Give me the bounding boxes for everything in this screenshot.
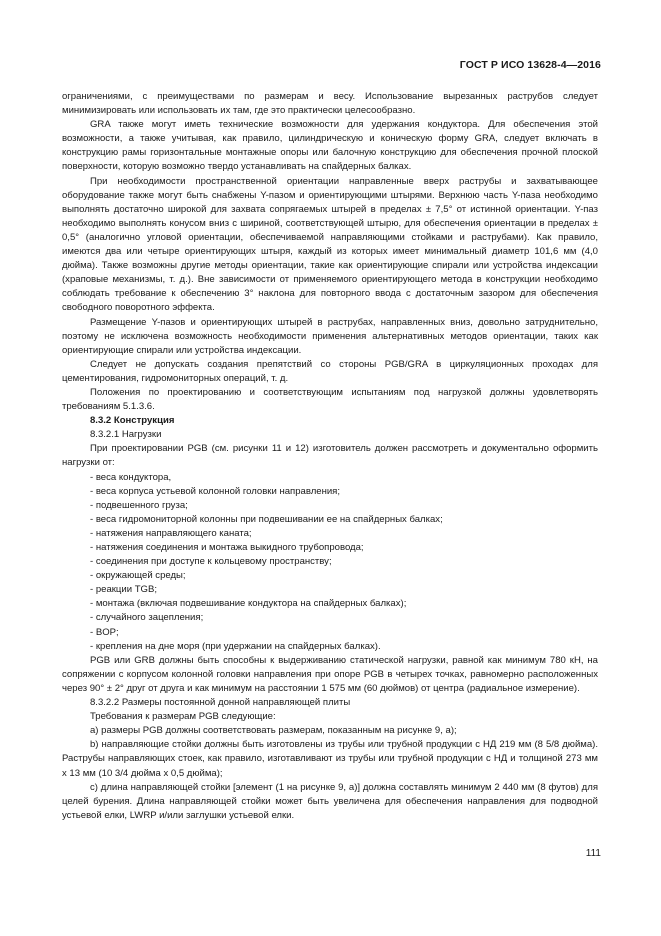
page-number: 111 [585,848,601,859]
paragraph-static-load: PGB или GRB должны быть способны к выдерживанию статической нагрузки, равной как минимум 780 кН, на сопряжении с корпусом колонной головки направления при опоре PGB в четырех точках, равномерно расположенных через 90° ± 2° друг от друга и как минимум на расстоянии 1 575 мм (60 дюймов) от центра (радиальное измерение). [62,654,598,694]
paragraph-obstruction: Следует не допускать создания препятствий со стороны PGB/GRA в циркуляционных проходах для цементирования, гидромониторных операций, т. д. [62,358,598,384]
sizes-item-c: с) длина направляющей стойки [элемент (1 на рисунке 9, а)] должна составлять минимум 2 440 мм (8 футов) для целей бурения. Длина направляющей стойки может быть увеличена для обеспечения направления для подводной устьевой елки, LWRP и/или заглушки устьевой елки. [62,781,598,821]
list-item: - соединения при доступе к кольцевому пространству; [90,556,332,568]
page-body [62,90,598,823]
section-heading-construction: 8.3.2 Конструкция [90,415,175,427]
subsection-heading-loads: 8.3.2.1 Нагрузки [90,429,162,441]
list-item: - случайного зацепления; [90,612,204,624]
sizes-item-a: а) размеры PGB должны соответствовать размерам, показанным на рисунке 9, а); [90,725,457,737]
paragraph-gra-capabilities: GRA также могут иметь технические возможности для удержания кондуктора. Для обеспечения этой возможности, а также учитывая, как правило, цилиндрическую и коническую форму GRA, следует включать в конструкцию рамы горизонтальные монтажные опоры или балочную конструкцию для обеспечения прочной плоской поверхности, которую возможно твердо устанавливать на спайдерных балках. [62,119,598,173]
sizes-item-b: b) направляющие стойки должны быть изготовлены из трубы или трубной продукции с НД 219 мм (8 5/8 дюйма). Раструбы направляющих стоек, как правило, изготавливают из трубы или трубной продукции с НД и толщиной 273 мм x 13 мм (10 3/4 дюйма x 0,5 дюйма); [62,739,598,779]
paragraph-sizes-intro: Требования к размерам PGB следующие: [90,711,276,723]
document-code-header: ГОСТ Р ИСО 13628-4—2016 [459,59,601,71]
list-item: - веса кондуктора, [90,471,172,483]
list-item: - крепления на дне моря (при удержании на спайдерных балках). [90,640,381,652]
list-item: - реакции TGB; [90,584,158,596]
list-item: - веса гидромониторной колонны при подвешивании ее на спайдерных балках; [90,513,443,525]
paragraph-y-slot-placement: Размещение Y-пазов и ориентирующих штырей в раструбах, направленных вниз, довольно затруднительно, поэтому не исключена возможность необходимости применения альтернативных методов ориентации, таких как ориентирующие спирали или устройства индексации. [62,316,598,356]
list-item: - BOP; [90,626,119,638]
list-item: - подвешенного груза; [90,499,188,511]
paragraph-design-requirements: Положения по проектированию и соответствующим испытаниям под нагрузкой должны удовлетворять требованиям 5.1.3.6. [62,386,598,413]
list-item: - веса корпуса устьевой колонной головки направления; [90,485,341,497]
paragraph-loads-intro: При проектировании PGB (см. рисунки 11 и 12) изготовитель должен рассмотреть и документально оформить нагрузки от: [62,443,598,469]
list-item: - натяжения направляющего каната; [90,527,252,539]
paragraph-continuation: ограничениями, с преимуществами по размерам и весу. Использование вырезанных раструбов следует минимизировать или использовать их там, где это практически целесообразно. [62,91,598,117]
subsection-heading-sizes: 8.3.2.2 Размеры постоянной донной направляющей плиты [90,697,351,709]
paragraph-orientation: При необходимости пространственной ориентации направленные вверх раструбы и захватывающее оборудование также могут быть снабжены Y-пазом и ориентирующими штырями. Верхнюю часть Y-паза необходимо выполнять достаточно широкой для захвата сопрягаемых штырей в пределах ± 7,5° от истинной ориентации. Y-паз необходимо выполнять конусом вниз с шириной, соответствующей штырю, для обеспечения ориентации в пределах ± 0,5° (аналогично угловой ориентации, обеспечиваемой направляющими стойками и раструбами). Как правило, имеются два или четыре ориентирующих штыря, каждый из которых имеет минимальный диаметр 101,6 мм (4,0 дюйма). Также возможны другие методы ориентации, такие как ориентирующие спирали или устройства индексации (храповые механизмы, т. д.). Вне зависимости от применяемого ориентирующего метода в конструкции необходимо соблюдать требование к обеспечению 3° наклона для повторного ввода с достаточным зазором для обеспечения свободного поворотного эффекта. [62,175,598,314]
list-item: - окружающей среды; [90,570,186,582]
loads-list [62,471,598,654]
list-item: - монтажа (включая подвешивание кондуктора на спайдерных балках); [90,598,407,610]
list-item: - натяжения соединения и монтажа выкидного трубопровода; [90,542,364,553]
